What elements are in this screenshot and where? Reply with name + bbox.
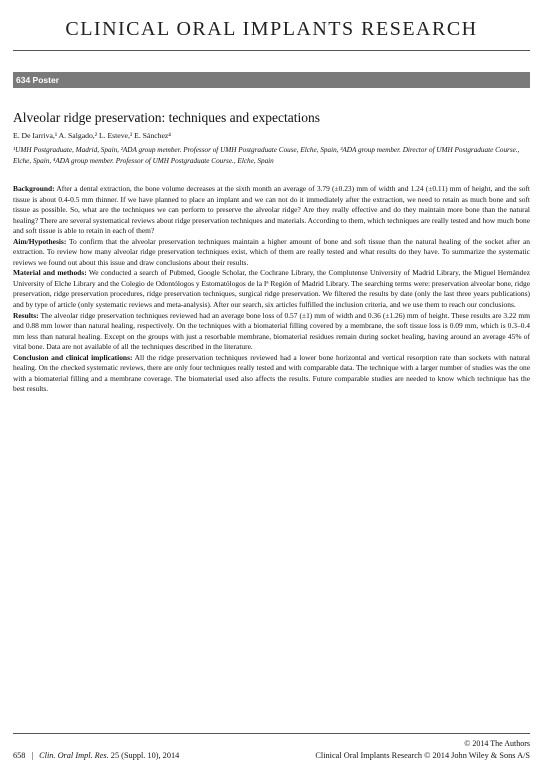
footer-divider xyxy=(13,733,530,734)
copyright-publisher: Clinical Oral Implants Research © 2014 John Wiley & Sons A/S xyxy=(315,751,530,760)
article-title: Alveolar ridge preservation: techniques and expectations xyxy=(13,110,321,125)
section-aim xyxy=(13,237,530,269)
header-divider xyxy=(13,50,530,51)
abstract-body xyxy=(13,184,530,395)
page-citation xyxy=(13,751,179,760)
section-heading: Aim/Hypothesis: xyxy=(13,236,67,246)
citation-volume: 25 (Suppl. 10), 2014 xyxy=(108,751,180,760)
section-heading: Background: xyxy=(13,184,55,193)
footer-separator: | xyxy=(31,751,34,760)
section-results xyxy=(13,311,530,353)
citation-journal: Clin. Oral Impl. Res. xyxy=(39,751,109,760)
section-methods xyxy=(13,268,530,310)
section-text: To confirm that the alveolar preservation techniques maintain a higher amount of bone and soft tissue than the natural healing of the socket after an extraction. To review how many alveolar ridge preservation techniques exist, which of them are really tested and what results do they have. To summarize the systematic reviews we found out about this issue and draw conclusions about their results. xyxy=(13,236,530,267)
affiliations: ¹UMH Postgraduate, Madrid, Spain, ²ADA group member. Professor of UMH Postgraduate Couse, Elche, Spain, ³ADA group member. Director of UMH Postgraduate Course., Elche, Spain, ⁴ADA group member. Professor of UMH Postgraduate Course., Elche, Spain xyxy=(13,146,520,165)
section-heading: Conclusion and clinical implications: xyxy=(13,352,133,362)
page-number: 658 xyxy=(13,751,26,760)
journal-title: CLINICAL ORAL IMPLANTS RESEARCH xyxy=(65,18,478,40)
section-bar: 634 Poster xyxy=(13,72,530,88)
section-text: After a dental extraction, the bone volume decreases at the sixth month an average of 3.79 (±0.23) mm of width and 1.24 (±0.11) mm of height, and the soft tissue is about 0.4-0.5 mm thinner. If we have planned to place an implant and we can not do it immediately after the extraction, we need to retain as much bone and soft tissue as possible. So, what are the techniques we can perform to preserve the alveolar ridge? Are they really effective and do they maintain more bone than the natural healing? There are several systematical reviews about ridge preservation techniques and materials. According to them, which techniques are really tested and how much bone and soft tissue is able to retain in each of them? xyxy=(13,184,530,236)
section-text: The alveolar ridge preservation techniques reviewed had an average bone loss of 0.57 (±1) mm of width and 0.36 (±1.26) mm of height. These results are 3.22 mm and 0.88 mm lower than natural healing, respectively. On the techniques with a biomaterial filling covered by a membrane, the soft tissue loss is 0.09 mm, which is 0.3–0.4 mm less than natural healing. Except on the groups with just a resorbable membrane, biomaterial residues remain during socket healing, having around an average 45% of vital bone. Data are not available of all the techniques described in the literature. xyxy=(13,310,530,352)
section-heading: Material and methods: xyxy=(13,268,87,278)
section-conclusion xyxy=(13,353,530,395)
copyright-authors: © 2014 The Authors xyxy=(464,739,530,748)
section-heading: Results: xyxy=(13,310,39,320)
author-list: E. De Iarriva,¹ A. Salgado,² L. Esteve,³ E. Sánchez⁴ xyxy=(13,131,171,140)
section-background xyxy=(13,184,530,237)
section-text: We conducted a search of Pubmed, Google Scholar, the Cochrane Library, the Complutense University of Madrid Library, the Miguel Hernández University of Elche Library and the Colegio de Odontólogos y Estomatólogos de la Iª Región of Madrid Library. The searching terms were: preservation alveolar bone, ridge preservation, ridge preservation procedures, ridge preservation techniques, surgical ridge preservation. We filtered the results by date (only the last three years publications) and by type of article (only systematic reviews and meta-analysis). After our search, six articles fulfilled the inclusion criteria, and we use them to reach our conclusions. xyxy=(13,268,530,310)
section-text: All the ridge preservation techniques reviewed had a lower bone horizontal and vertical resorption rate than sockets with natural healing. On the checked systematic reviews, there are only four techniques really tested and with comparable data. The technique with a larger number of studies was the one with a biomaterial filling and a membrane coverage. The biomaterial used also affects the results. Future comparable studies are needed to know which technique has the best results. xyxy=(13,352,530,394)
